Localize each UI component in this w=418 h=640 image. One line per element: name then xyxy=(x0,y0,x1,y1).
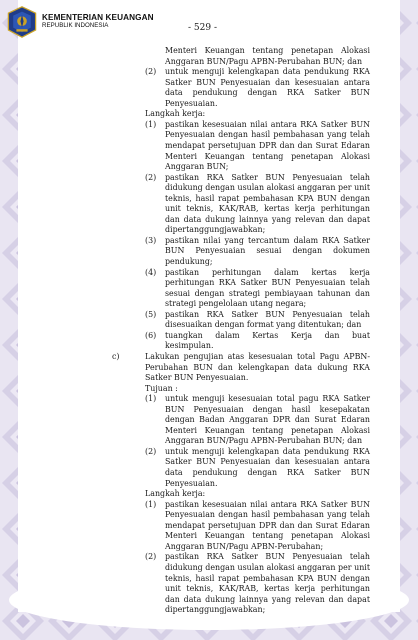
step-text: sesuai dengan strategi pembiayaan tahunan dan xyxy=(165,288,370,298)
objective-text: Menteri Keuangan tentang penetapan Alokasi xyxy=(165,425,370,435)
objective-text: BUN Penyesuaian dengan hasil kesepakatan xyxy=(165,404,370,414)
step-text: Penyesuaian dengan hasil pembahasan yang telah xyxy=(165,510,370,520)
list-item-text: Satker BUN Penyesuaian dan kesesuaian antara xyxy=(165,77,370,87)
step-text: didukung dengan usulan alokasi anggaran per unit xyxy=(165,183,370,193)
step-text: dan data dukung lainnya yang relevan dan dapat xyxy=(165,594,370,604)
section-label: Langkah kerja: xyxy=(145,489,206,499)
paragraph-line: Anggaran BUN/Pagu APBN-Perubahan BUN; dan xyxy=(165,56,363,66)
step-text: dan data dukung lainnya yang relevan dan dapat xyxy=(165,214,370,224)
objective-text: untuk menguji kelengkapan data pendukung RKA xyxy=(165,446,370,456)
step-number: (2) xyxy=(145,172,157,182)
objective-text: Satker BUN Penyesuaian dan kesesuaian antara xyxy=(165,457,370,467)
list-item-text: data pendukung dengan RKA Satker BUN xyxy=(165,88,370,98)
step-text: pastikan nilai yang tercantum dalam RKA Satker xyxy=(165,235,370,245)
step-number: (1) xyxy=(145,119,157,129)
step-text: strategi pengelolaan utang negara; xyxy=(165,299,307,309)
paragraph-line: Satker BUN Penyesuaian. xyxy=(145,373,249,383)
step-text: Menteri Keuangan tentang penetapan Alokasi xyxy=(165,151,370,161)
objective-text: untuk menguji kesesuaian total pagu RKA Satker xyxy=(165,394,370,404)
step-text: didukung dengan usulan alokasi anggaran per unit xyxy=(165,562,370,572)
step-text: dipertanggungjawabkan; xyxy=(165,225,266,235)
section-label: Langkah kerja: xyxy=(145,109,206,119)
page-number: - 529 - xyxy=(188,23,217,33)
objective-text: dengan Badan Anggaran DPR dan Surat Edaran xyxy=(165,415,370,425)
step-text: pastikan perhitungan dalam kertas kerja xyxy=(165,267,370,277)
item-letter: c) xyxy=(112,351,120,361)
step-number: (1) xyxy=(145,499,157,509)
step-text: mendapat persetujuan DPR dan dan Surat Edaran xyxy=(165,140,370,150)
list-item-text: Penyesuaian. xyxy=(165,98,218,108)
objective-text: data pendukung dengan RKA Satker BUN xyxy=(165,468,370,477)
step-text: perhitungan RKA Satker BUN Penyesuaian telah xyxy=(165,278,370,288)
step-text: pastikan RKA Satker BUN Penyesuaian telah xyxy=(165,172,370,182)
step-text: Penyesuaian dengan hasil pembahasan yang telah xyxy=(165,130,370,140)
step-text: unit teknis, KAK/RAB, kertas kerja perhitungan xyxy=(165,204,370,214)
step-number: (6) xyxy=(145,330,157,340)
step-text: Menteri Keuangan tentang penetapan Alokasi xyxy=(165,531,370,541)
objective-text: Penyesuaian. xyxy=(165,478,218,488)
step-text: teknis, hasil rapat pembahasan KPA BUN dengan xyxy=(165,193,370,203)
step-text: pastikan RKA Satker BUN Penyesuaian telah xyxy=(165,552,370,562)
step-text: mendapat persetujuan DPR dan dan Surat Edaran xyxy=(165,520,370,530)
step-text: dipertanggungjawabkan; xyxy=(165,605,266,615)
step-text: pendukung; xyxy=(165,257,213,266)
step-text: Anggaran BUN; xyxy=(165,162,229,172)
objective-text: Anggaran BUN/Pagu APBN-Perubahan BUN; dan xyxy=(165,436,363,446)
list-number: (2) xyxy=(145,67,157,77)
org-subtitle: REPUBLIK INDONESIA xyxy=(42,22,109,30)
org-name: KEMENTERIAN KEUANGAN xyxy=(42,13,154,23)
step-text: unit teknis, KAK/RAB, kertas kerja perhitungan xyxy=(165,584,370,594)
paragraph-line: Perubahan BUN dan kelengkapan data dukung RKA xyxy=(145,362,370,372)
step-number: (4) xyxy=(145,267,157,277)
step-text: teknis, hasil rapat pembahasan KPA BUN dengan xyxy=(165,573,370,583)
step-text: pastikan kesesuaian nilai antara RKA Satker BUN xyxy=(165,499,370,509)
step-number: (2) xyxy=(145,552,157,562)
section-label: Tujuan : xyxy=(145,383,178,393)
step-number: (3) xyxy=(145,235,157,245)
paragraph-line: Lakukan pengujian atas kesesuaian total Pagu APBN- xyxy=(145,351,370,361)
objective-number: (1) xyxy=(145,394,157,404)
objective-number: (2) xyxy=(145,446,157,456)
step-text: pastikan kesesuaian nilai antara RKA Satker BUN xyxy=(165,119,370,129)
step-text: BUN Penyesuaian sesuai dengan dokumen xyxy=(165,246,370,256)
step-number: (5) xyxy=(145,309,157,319)
step-text: tuangkan dalam Kertas Kerja dan buat xyxy=(165,330,370,340)
paragraph-line: Menteri Keuangan tentang penetapan Alokasi xyxy=(165,46,370,55)
step-text: Anggaran BUN/Pagu APBN-Perubahan; xyxy=(165,541,324,551)
step-text: kesimpulan. xyxy=(165,341,214,351)
list-item-text: untuk menguji kelengkapan data pendukung RKA xyxy=(165,67,370,77)
step-text: disesuaikan dengan format yang ditentukan; dan xyxy=(165,320,362,330)
step-text: pastikan RKA Satker BUN Penyesuaian telah xyxy=(165,309,370,319)
